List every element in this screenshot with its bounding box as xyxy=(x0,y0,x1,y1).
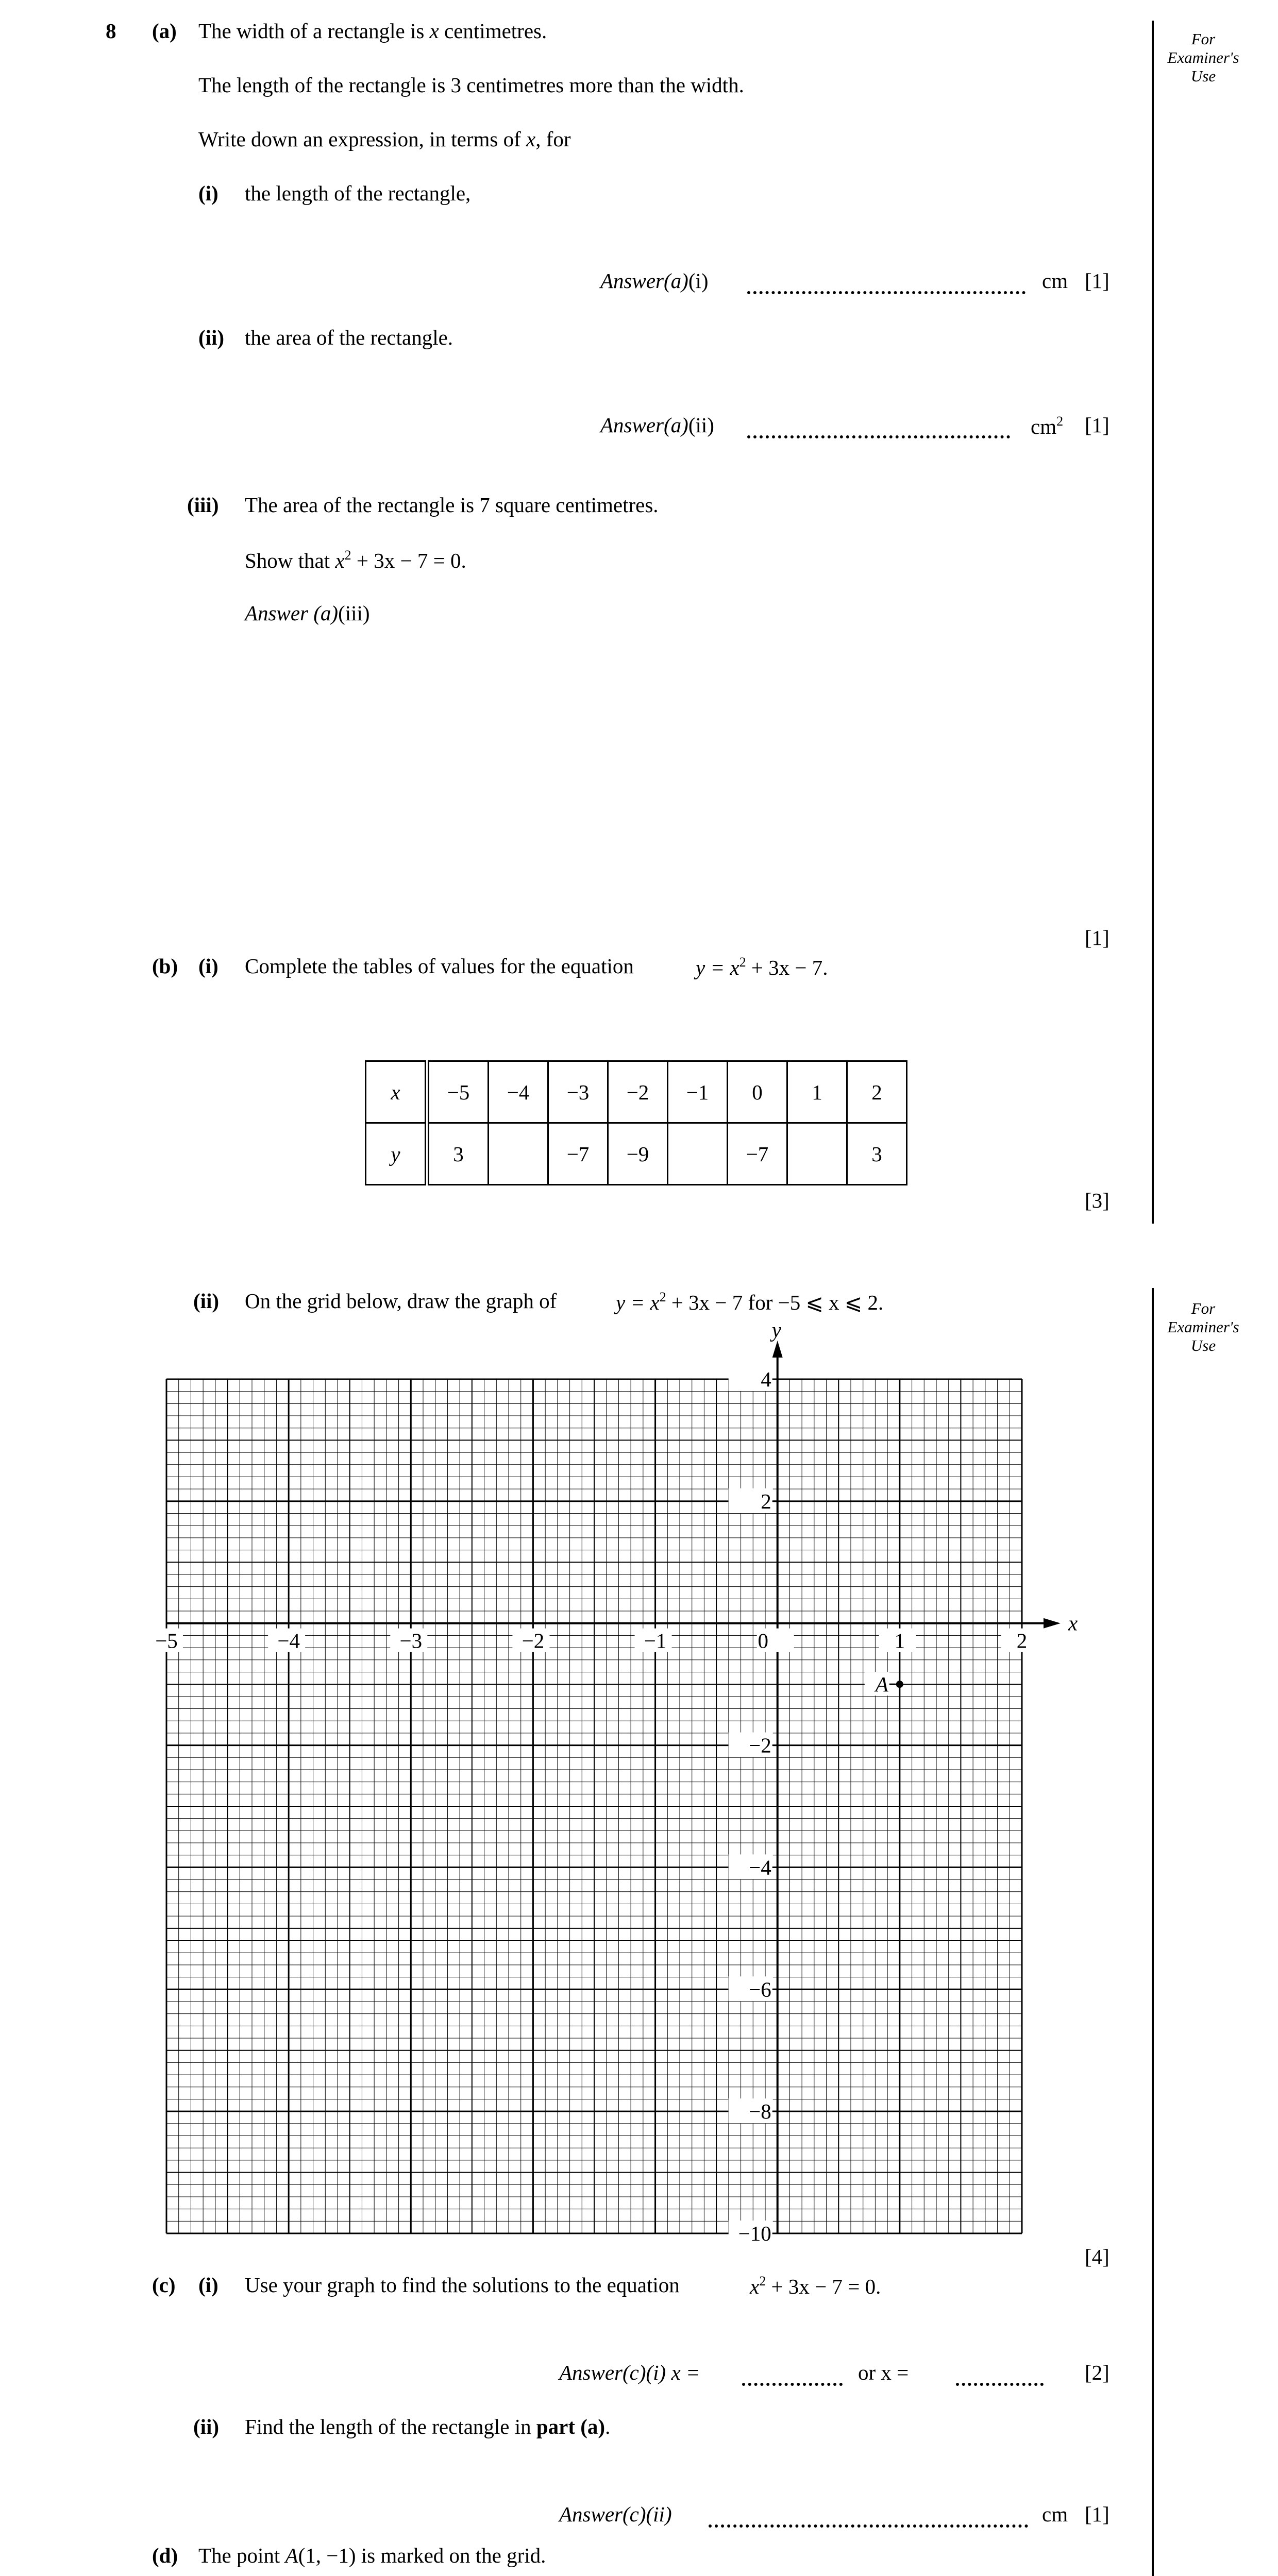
question-number: 8 xyxy=(106,19,116,43)
part-b-ii-label: (ii) xyxy=(193,1289,220,1313)
marks-c-i: [2] xyxy=(1085,2361,1109,2384)
text-span: + 3x − 7 = 0. xyxy=(766,2275,881,2298)
var-x: x xyxy=(429,19,439,43)
superscript: 2 xyxy=(759,2274,766,2289)
text-span: cm xyxy=(1031,415,1057,438)
y-tick-label: 2 xyxy=(761,1489,771,1513)
marks-c-ii: [1] xyxy=(1085,2502,1109,2526)
y-tick-label: −6 xyxy=(749,1977,771,2002)
table-cell-y[interactable]: −7 xyxy=(548,1123,608,1185)
table-row-y xyxy=(366,1123,907,1185)
part-b-i-label: (i) xyxy=(198,954,218,978)
table-cell-x: −3 xyxy=(548,1061,608,1123)
text-span: Answer(a) xyxy=(600,269,688,293)
answer-c-ii-label: Answer(c)(ii) xyxy=(559,2502,672,2526)
examiner-label-line: For xyxy=(1191,30,1216,48)
table-cell-x: −5 xyxy=(427,1061,489,1123)
answer-a-ii-label xyxy=(600,415,714,436)
examiner-margin-line-bottom xyxy=(1152,1288,1154,2576)
text-span: Write down an expression, in terms of xyxy=(198,127,526,151)
table-header-x: x xyxy=(366,1061,427,1123)
text-span: y = x xyxy=(696,956,739,979)
text-span: (1, −1) is marked on the grid. xyxy=(298,2544,546,2567)
text-span: y = x xyxy=(616,1291,660,1314)
table-header-y: y xyxy=(366,1123,427,1185)
part-b-i-text: Complete the tables of values for the equation xyxy=(245,954,634,978)
examiner-label-bottom xyxy=(1152,1299,1255,1355)
part-a-ii-text: the area of the rectangle. xyxy=(245,326,453,349)
part-b-ii-text: On the grid below, draw the graph of xyxy=(245,1289,557,1313)
answer-a-i-label xyxy=(600,270,709,292)
part-a-stem-2: The length of the rectangle is 3 centimetres more than the width. xyxy=(198,73,744,97)
superscript: 2 xyxy=(659,1290,666,1304)
part-a-ii-label: (ii) xyxy=(198,326,225,349)
text-span: + 3x − 7. xyxy=(746,956,828,979)
table-cell-y[interactable] xyxy=(787,1123,847,1185)
part-c-ii-label: (ii) xyxy=(193,2415,220,2438)
examiner-label-line: Examiner's xyxy=(1167,1318,1239,1336)
examiner-margin-line-top xyxy=(1152,21,1154,1224)
answer-c-ii-line[interactable] xyxy=(709,2524,1028,2528)
part-a-i-text: the length of the rectangle, xyxy=(245,181,471,205)
text-span: (i) xyxy=(688,269,709,293)
point-a-label: A xyxy=(875,1672,888,1697)
part-d-stem xyxy=(198,2545,546,2566)
answer-c-i-line-2[interactable] xyxy=(956,2383,1044,2386)
marks-a-i: [1] xyxy=(1085,269,1109,293)
text-span: Answer (a) xyxy=(245,601,339,625)
part-c-label: (c) xyxy=(152,2273,176,2297)
y-tick-label: −2 xyxy=(749,1733,771,1757)
answer-a-i-line[interactable] xyxy=(747,291,1025,294)
examiner-label-line: Examiner's xyxy=(1167,48,1239,66)
marks-b-i: [3] xyxy=(1085,1189,1109,1212)
answer-a-iii-label xyxy=(245,603,370,624)
x-tick-label: 2 xyxy=(1016,1629,1028,1653)
x-tick-label: 0 xyxy=(758,1629,768,1653)
answer-a-iii-space[interactable] xyxy=(245,634,1121,907)
x-axis-label: x xyxy=(1068,1611,1078,1635)
marks-b-ii: [4] xyxy=(1085,2245,1109,2268)
marks-a-iii: [1] xyxy=(1085,926,1109,950)
text-span: (iii) xyxy=(338,601,370,625)
text-span: + 3x − 7 for −5 ⩽ x ⩽ 2. xyxy=(666,1291,884,1314)
y-tick-label: −4 xyxy=(749,1855,771,1879)
var-A: A xyxy=(285,2544,298,2567)
values-table xyxy=(365,1060,907,1185)
part-a-label: (a) xyxy=(152,19,177,43)
answer-a-ii-line[interactable] xyxy=(747,435,1010,438)
y-tick-label: 4 xyxy=(761,1367,771,1391)
superscript: 2 xyxy=(739,955,746,970)
y-tick-label: −10 xyxy=(738,2222,771,2245)
table-cell-y[interactable]: −9 xyxy=(608,1123,668,1185)
var-x: x xyxy=(335,549,345,572)
x-tick-label: −2 xyxy=(522,1629,545,1653)
text-span: Find the length of the rectangle in xyxy=(245,2415,536,2438)
table-cell-x: −4 xyxy=(489,1061,548,1123)
part-c-i-equation xyxy=(750,2275,881,2297)
examiner-label-top xyxy=(1152,30,1255,86)
point-a-marker xyxy=(896,1681,903,1688)
marks-a-ii: [1] xyxy=(1085,413,1109,437)
x-tick-label: −5 xyxy=(155,1629,178,1653)
table-cell-y[interactable] xyxy=(489,1123,548,1185)
x-axis-arrow xyxy=(1044,1618,1061,1629)
graph-grid[interactable] xyxy=(129,1309,1108,2246)
var-x: x xyxy=(526,127,536,151)
table-row-x xyxy=(366,1061,907,1123)
examiner-label-line: For xyxy=(1191,1299,1216,1317)
part-a-iii-text: The area of the rectangle is 7 square centimetres. xyxy=(245,493,659,517)
part-a-stem-3 xyxy=(198,129,571,150)
part-a-iii-show xyxy=(245,549,466,571)
text-span: The width of a rectangle is xyxy=(198,19,430,43)
text-span: . xyxy=(605,2415,611,2438)
table-cell-x: −2 xyxy=(608,1061,668,1123)
y-tick-label: −8 xyxy=(749,2099,771,2124)
var-x: x xyxy=(750,2275,760,2298)
answer-c-i-label: Answer(c)(i) x = xyxy=(559,2361,700,2384)
table-cell-y[interactable]: 3 xyxy=(847,1123,907,1185)
table-cell-x: −1 xyxy=(668,1061,728,1123)
text-span: , for xyxy=(535,127,571,151)
table-cell-y[interactable]: −7 xyxy=(728,1123,787,1185)
text-span: The point xyxy=(198,2544,285,2567)
superscript: 2 xyxy=(344,548,351,563)
x-tick-label: −1 xyxy=(644,1629,667,1653)
answer-c-ii-unit: cm xyxy=(1042,2502,1068,2526)
part-c-i-text: Use your graph to find the solutions to the equation xyxy=(245,2273,680,2297)
answer-a-i-unit: cm xyxy=(1042,269,1068,293)
part-c-i-label: (i) xyxy=(198,2273,218,2297)
examiner-label-line: Use xyxy=(1190,1336,1216,1354)
table-cell-x: 1 xyxy=(787,1061,847,1123)
part-b-i-equation xyxy=(696,956,828,978)
table-cell-x: 0 xyxy=(728,1061,787,1123)
answer-c-i-or: or x = xyxy=(858,2361,909,2384)
part-c-ii-text xyxy=(245,2416,610,2437)
text-span: Show that xyxy=(245,549,335,572)
part-d-label: (d) xyxy=(152,2544,178,2567)
answer-c-i-line-1[interactable] xyxy=(742,2383,843,2386)
table-cell-y[interactable]: 3 xyxy=(427,1123,489,1185)
text-span: Answer(a) xyxy=(600,413,688,437)
answer-a-ii-unit xyxy=(1031,415,1063,437)
text-span: centimetres. xyxy=(439,19,547,43)
table-cell-x: 2 xyxy=(847,1061,907,1123)
y-axis-arrow xyxy=(772,1341,783,1358)
part-a-i-label: (i) xyxy=(198,181,218,205)
superscript: 2 xyxy=(1056,414,1064,429)
x-tick-label: −3 xyxy=(399,1629,423,1653)
examiner-label-line: Use xyxy=(1190,67,1216,85)
table-cell-y[interactable] xyxy=(668,1123,728,1185)
x-tick-label: −4 xyxy=(277,1629,300,1653)
x-tick-label: 1 xyxy=(894,1629,905,1653)
text-span: + 3x − 7 = 0. xyxy=(351,549,466,572)
part-a-stem-1 xyxy=(198,21,547,42)
text-span-bold: part (a) xyxy=(536,2415,606,2438)
part-b-label: (b) xyxy=(152,954,178,978)
text-span: (ii) xyxy=(688,413,714,437)
part-a-iii-label: (iii) xyxy=(187,493,219,517)
y-axis-label: y xyxy=(771,1318,781,1342)
